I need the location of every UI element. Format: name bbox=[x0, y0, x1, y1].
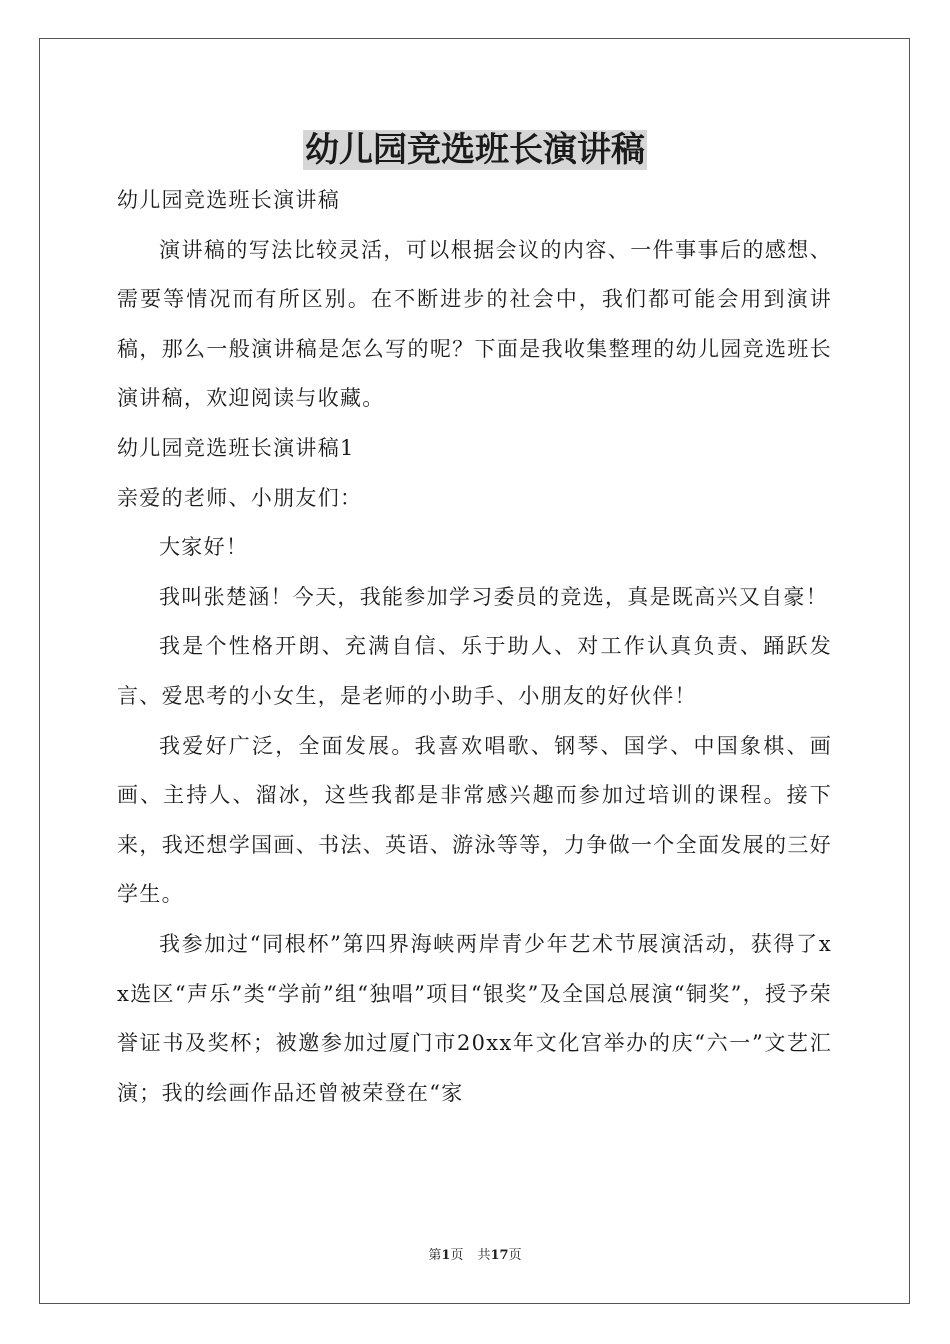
paragraph-hobbies: 我爱好广泛，全面发展。我喜欢唱歌、钢琴、国学、中国象棋、画画、主持人、溜冰，这些我都是非常感兴趣而参加过培训的课程。接下来，我还想学国画、书法、英语、游泳等等，力争做一个全面发展的三好学生。 bbox=[117, 733, 832, 907]
paragraph-subtitle: 幼儿园竞选班长演讲稿 bbox=[117, 188, 340, 212]
document-body bbox=[117, 176, 832, 1118]
page-footer bbox=[0, 1247, 950, 1265]
page-current-number: 1 bbox=[441, 1248, 451, 1263]
paragraph-achievements: 我参加过“同根杯”第四界海峡两岸青少年艺术节展演活动，获得了xx选区“声乐”类“学前”组“独唱”项目“银奖”及全国总展演“铜奖”，授予荣誉证书及奖杯；被邀参加过厦门市20xx年文化宫举办的庆“六一”文艺汇演；我的绘画作品还曾被荣登在“家 bbox=[117, 931, 832, 1105]
page-total-number: 17 bbox=[490, 1248, 509, 1263]
paragraph-greeting: 大家好！ bbox=[159, 535, 249, 560]
total-suffix: 页 bbox=[508, 1248, 522, 1263]
paragraph-personality: 我是个性格开朗、充满自信、乐于助人、对工作认真负责、踊跃发言、爱思考的小女生，是老师的小助手、小朋友的好伙伴！ bbox=[117, 634, 832, 708]
paragraph-section-heading: 幼儿园竞选班长演讲稿1 bbox=[117, 435, 355, 460]
paragraph-salutation: 亲爱的老师、小朋友们： bbox=[117, 485, 363, 510]
paragraph-intro: 演讲稿的写法比较灵活，可以根据会议的内容、一件事事后的感想、需要等情况而有所区别。在不断进步的社会中，我们都可能会用到演讲稿，那么一般演讲稿是怎么写的呢？下面是我收集整理的幼儿园竞选班长演讲稿，欢迎阅读与收藏。 bbox=[117, 237, 832, 411]
page-prefix: 第 bbox=[428, 1248, 442, 1263]
total-prefix: 共 bbox=[477, 1248, 491, 1263]
page-suffix: 页 bbox=[450, 1248, 464, 1263]
paragraph-self-intro: 我叫张楚涵！今天，我能参加学习委员的竞选，真是既高兴又自豪！ bbox=[159, 584, 828, 609]
document-title bbox=[0, 127, 950, 173]
document-title-text: 幼儿园竞选班长演讲稿 bbox=[305, 130, 645, 170]
